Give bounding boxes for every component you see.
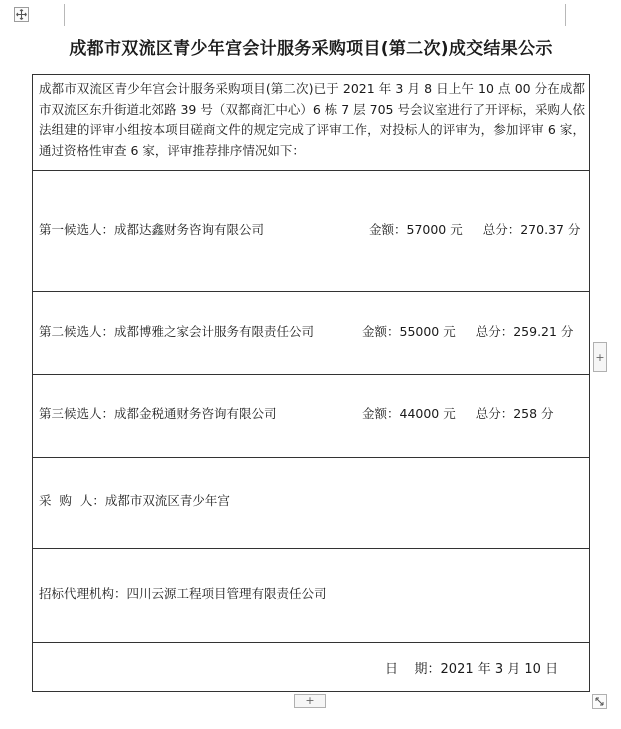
candidate-label: 第三候选人： [39, 406, 115, 421]
page-margin-marker-left [64, 4, 65, 26]
candidate-score: 总分：270.37 分 [482, 222, 581, 237]
candidate-score: 总分：259.21 分 [475, 324, 574, 339]
table-divider [33, 457, 589, 458]
move-icon [16, 9, 27, 20]
candidate-amount: 金额：57000 元 [369, 222, 463, 237]
date-value: 2021 年 3 月 10 日 [440, 662, 559, 677]
page-margin-marker-right [565, 4, 566, 26]
result-table [32, 74, 590, 692]
table-divider [33, 374, 589, 375]
agency-label: 招标代理机构： [39, 586, 127, 601]
candidate-company: 成都博雅之家会计服务有限责任公司 [114, 324, 315, 339]
candidate-company: 成都金税通财务咨询有限公司 [114, 406, 277, 421]
purchaser-label: 采 购 人： [39, 493, 105, 508]
candidate-company: 成都达鑫财务咨询有限公司 [114, 222, 265, 237]
date-label: 日 期： [385, 662, 441, 677]
table-divider [33, 548, 589, 549]
intro-paragraph: 成都市双流区青少年宫会计服务采购项目(第二次)已于 2021 年 3 月 8 日上午 10 点 00 分在成都市双流区东升街道北郊路 39 号（双都商汇中心）6 栋 7 层 705 号会议室进行了开评标，采购人依法组建的评审小组按本项目磋商文件的规定完成了评审工作，对投标人的评审为，参加评审 6 家，通过资格性审查 6 家，评审推荐排序情况如下： [39, 81, 585, 158]
table-divider [33, 291, 589, 292]
table-divider [33, 642, 589, 643]
candidate-label: 第二候选人： [39, 324, 115, 339]
add-row-button[interactable]: + [294, 694, 326, 708]
table-resize-handle[interactable] [592, 694, 607, 709]
purchaser-row [39, 491, 230, 512]
candidate-amount: 金额：44000 元 [362, 406, 456, 421]
agency-value: 四川云源工程项目管理有限责任公司 [126, 586, 327, 601]
candidate-score: 总分：258 分 [475, 406, 554, 421]
candidate-label: 第一候选人： [39, 222, 115, 237]
table-move-handle[interactable] [14, 7, 29, 22]
candidate-amount: 金额：55000 元 [362, 324, 456, 339]
document-title: 成都市双流区青少年宫会计服务采购项目(第二次)成交结果公示 [69, 39, 553, 59]
resize-icon [594, 696, 605, 707]
add-column-button[interactable]: + [593, 342, 607, 372]
table-divider [33, 170, 589, 171]
purchaser-value: 成都市双流区青少年宫 [104, 493, 230, 508]
agency-row [39, 584, 327, 605]
date-row [385, 660, 558, 681]
